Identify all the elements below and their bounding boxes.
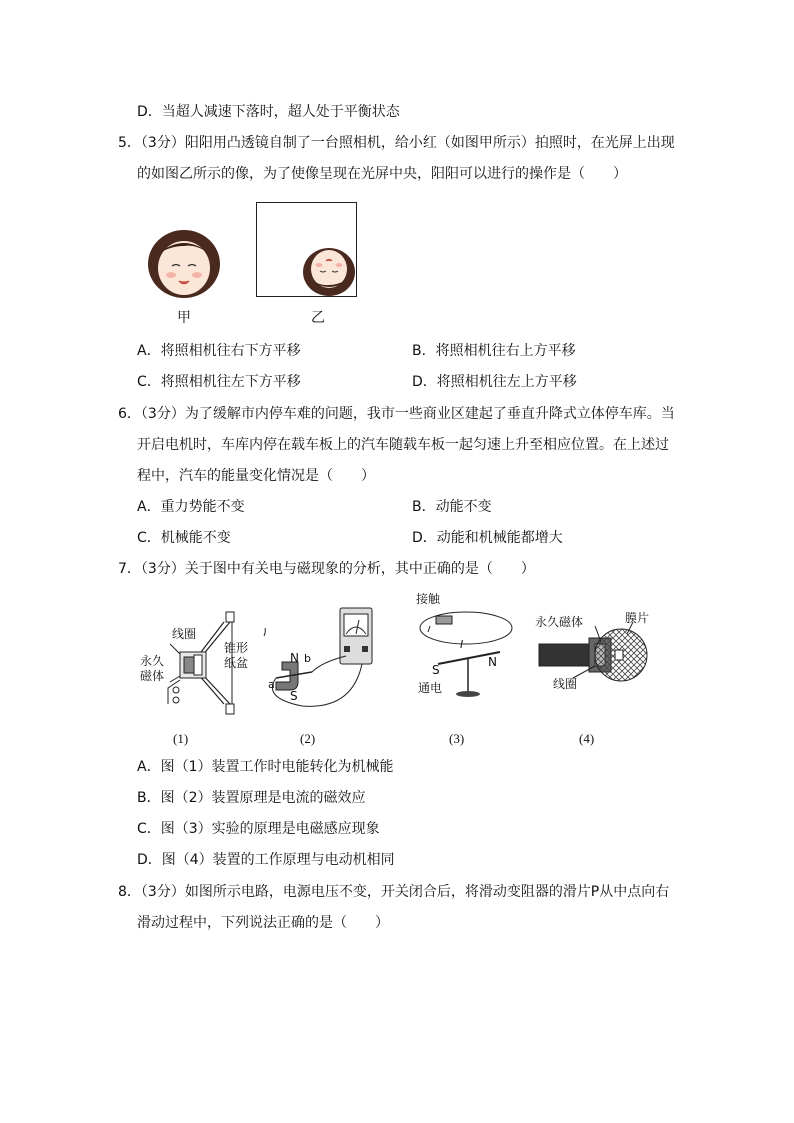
fig3-s-label: S bbox=[432, 663, 440, 677]
figure-3-oersted bbox=[408, 590, 518, 702]
q6-stem-line1: 6．（3分）为了缓解市内停车难的问题，我市一些商业区建起了垂直升降式立体停车库。当 bbox=[118, 406, 675, 422]
fig1-coil-label: 线圈 bbox=[172, 627, 197, 641]
screen-figure-yi bbox=[256, 202, 358, 298]
fig1-cone-label-2: 纸盆 bbox=[224, 656, 249, 670]
q5-option-b: B．将照相机往右上方平移 bbox=[412, 343, 576, 359]
figure-4-microphone bbox=[535, 608, 655, 700]
fig2-a-label: a bbox=[268, 678, 275, 691]
fig4-magnet-label: 永久磁体 bbox=[535, 615, 584, 629]
fig4-coil-label: 线圈 bbox=[553, 677, 578, 691]
q6-option-b: B．动能不变 bbox=[412, 499, 492, 515]
fig4-film-label: 膜片 bbox=[625, 611, 650, 625]
q8-stem-line2: 滑动过程中，下列说法正确的是（ ） bbox=[137, 915, 389, 931]
fig3-power-label: 通电 bbox=[418, 681, 443, 695]
q7-option-b: B．图（2）装置原理是电流的磁效应 bbox=[137, 790, 366, 806]
fig1-magnet-label-2: 磁体 bbox=[140, 669, 165, 683]
caption-fig-4: (4) bbox=[579, 731, 595, 746]
q6-stem-line2: 开启电机时，车库内停在载车板上的汽车随载车板一起匀速上升至相应位置。在上述过 bbox=[137, 437, 669, 453]
q7-option-d: D．图（4）装置的工作原理与电动机相同 bbox=[137, 852, 395, 868]
q5-stem-line2: 的如图乙所示的像，为了使像呈现在光屏中央，阳阳可以进行的操作是（ ） bbox=[137, 166, 627, 182]
q7-option-c: C．图（3）实验的原理是电磁感应现象 bbox=[137, 821, 380, 837]
fig1-cone-label-1: 锥形 bbox=[224, 641, 249, 655]
fig2-s-label: S bbox=[290, 689, 298, 703]
face-figure-jia bbox=[144, 228, 224, 302]
fig2-n-label: N bbox=[290, 651, 299, 665]
fig3-contact-label: 接触 bbox=[416, 592, 441, 606]
q5-option-a: A．将照相机往右下方平移 bbox=[137, 343, 301, 359]
q8-stem-line1: 8．（3分）如图所示电路，电源电压不变，开关闭合后，将滑动变阻器的滑片P从中点向右 bbox=[118, 884, 670, 900]
fig2-b-label: b bbox=[304, 652, 311, 665]
figure-label-jia: 甲 bbox=[177, 310, 191, 326]
q4-option-d: D．当超人减速下落时，超人处于平衡状态 bbox=[137, 104, 400, 120]
q6-option-c: C．机械能不变 bbox=[137, 530, 231, 546]
fig1-magnet-label-1: 永久 bbox=[140, 654, 165, 668]
fig3-current-label: I bbox=[460, 638, 464, 651]
figure-1-loudspeaker bbox=[140, 608, 270, 718]
figure-2-galvanometer bbox=[262, 606, 382, 714]
q6-option-a: A．重力势能不变 bbox=[137, 499, 245, 515]
fig3-n-label: N bbox=[488, 655, 497, 669]
q7-option-a: A．图（1）装置工作时电能转化为机械能 bbox=[137, 759, 394, 775]
caption-fig-1: (1) bbox=[173, 731, 189, 746]
q6-stem-line3: 程中，汽车的能量变化情况是（ ） bbox=[137, 468, 375, 484]
q5-option-c: C．将照相机往左下方平移 bbox=[137, 374, 301, 390]
q5-option-d: D．将照相机往左上方平移 bbox=[412, 374, 577, 390]
q6-option-d: D．动能和机械能都增大 bbox=[412, 530, 563, 546]
q7-stem-line1: 7．（3分）关于图中有关电与磁现象的分析，其中正确的是（ ） bbox=[118, 561, 535, 577]
caption-fig-2: (2) bbox=[300, 731, 316, 746]
caption-fig-3: (3) bbox=[449, 731, 465, 746]
q5-stem-line1: 5．（3分）阳阳用凸透镜自制了一台照相机，给小红（如图甲所示）拍照时，在光屏上出现 bbox=[118, 135, 675, 151]
figure-label-yi: 乙 bbox=[311, 310, 325, 326]
